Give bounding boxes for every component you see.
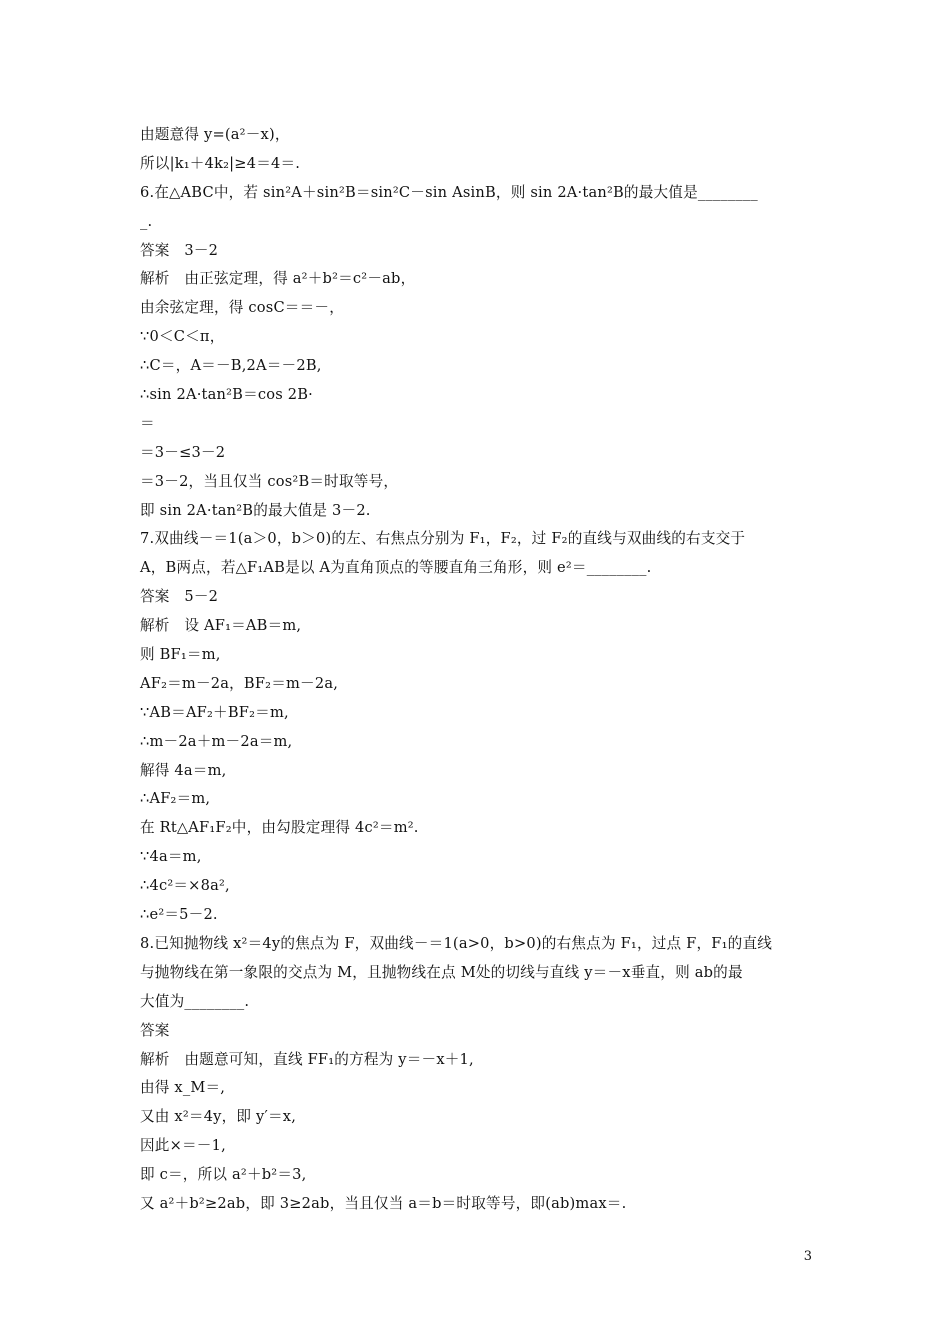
solution-line: 由得 x_M＝,: [140, 1079, 226, 1097]
question-7-cont: A，B两点，若△F₁AB是以 A为直角顶点的等腰直角三角形，则 e²＝________.: [140, 559, 652, 577]
solution-line: 因此×＝－1,: [140, 1137, 226, 1155]
solution-line: 又由 x²＝4y，即 y′＝x,: [140, 1108, 297, 1126]
text-line: _.: [140, 212, 153, 230]
question-8-cont: 与抛物线在第一象限的交点为 M，且抛物线在点 M处的切线与直线 y＝－x垂直，则 ab的最: [140, 963, 743, 981]
text-line: 由题意得 y=(a²－x)，: [140, 126, 290, 143]
page-content: [140, 121, 812, 1219]
question-7: 7.双曲线－＝1(a＞0，b＞0)的左、右焦点分别为 F₁，F₂，过 F₂的直线与双曲线的右支交于: [140, 530, 746, 548]
question-6: 6.在△ABC中，若 sin²A＋sin²B＝sin²C－sin AsinB，则 sin 2A·tan²B的最大值是________: [140, 183, 758, 201]
solution-line: ∴e²＝5－2.: [140, 906, 218, 924]
solution-line: ∴m－2a＋m－2a＝m,: [140, 732, 293, 750]
answer-7: 答案 5－2: [140, 588, 219, 606]
solution-line: 在 Rt△AF₁F₂中，由勾股定理得 4c²＝m².: [140, 819, 419, 837]
solution-line: ＝3－≤3－2: [140, 443, 226, 461]
solution-line: ∵AB＝AF₂＋BF₂＝m,: [140, 703, 289, 721]
solution-line: 解析 由题意可知，直线 FF₁的方程为 y＝－x＋1,: [140, 1050, 474, 1068]
solution-line: 解得 4a＝m,: [140, 761, 227, 779]
solution-line: 解析 设 AF₁＝AB＝m,: [140, 617, 302, 635]
page-number: 3: [803, 1249, 812, 1264]
solution-line: ∴AF₂＝m,: [140, 790, 211, 808]
solution-line: 由余弦定理，得 cosC＝＝－，: [140, 299, 344, 317]
solution-line: ∵0＜C＜π，: [140, 328, 225, 346]
solution-line: ∴C＝，A＝－B,2A＝－2B,: [140, 357, 322, 375]
solution-line: 即 c＝，所以 a²＋b²＝3,: [140, 1166, 307, 1184]
solution-line: ∴sin 2A·tan²B＝cos 2B·: [140, 386, 314, 404]
solution-line: 即 sin 2A·tan²B的最大值是 3－2.: [140, 501, 371, 519]
question-8: 8.已知抛物线 x²＝4y的焦点为 F，双曲线－＝1(a>0，b>0)的右焦点为 F₁，过点 F，F₁的直线: [140, 934, 773, 952]
solution-line: ∴4c²＝×8a²,: [140, 877, 230, 895]
solution-line: 解析 由正弦定理，得 a²＋b²＝c²－ab，: [140, 270, 416, 288]
text-line: 所以|k₁＋4k₂|≥4＝4＝.: [140, 154, 301, 172]
solution-line: ∵4a＝m,: [140, 848, 202, 866]
question-8-cont: 大值为________.: [140, 992, 250, 1010]
solution-line: 又 a²＋b²≥2ab，即 3≥2ab，当且仅当 a＝b＝时取等号，即(ab)max＝.: [140, 1194, 627, 1212]
solution-line: AF₂＝m－2a，BF₂＝m－2a,: [140, 674, 339, 692]
solution-line: ＝3－2，当且仅当 cos²B＝时取等号，: [140, 472, 399, 490]
solution-line: ＝: [140, 414, 155, 432]
answer-8: 答案: [140, 1021, 170, 1039]
answer-6: 答案 3－2: [140, 241, 219, 259]
solution-line: 则 BF₁＝m,: [140, 646, 221, 664]
